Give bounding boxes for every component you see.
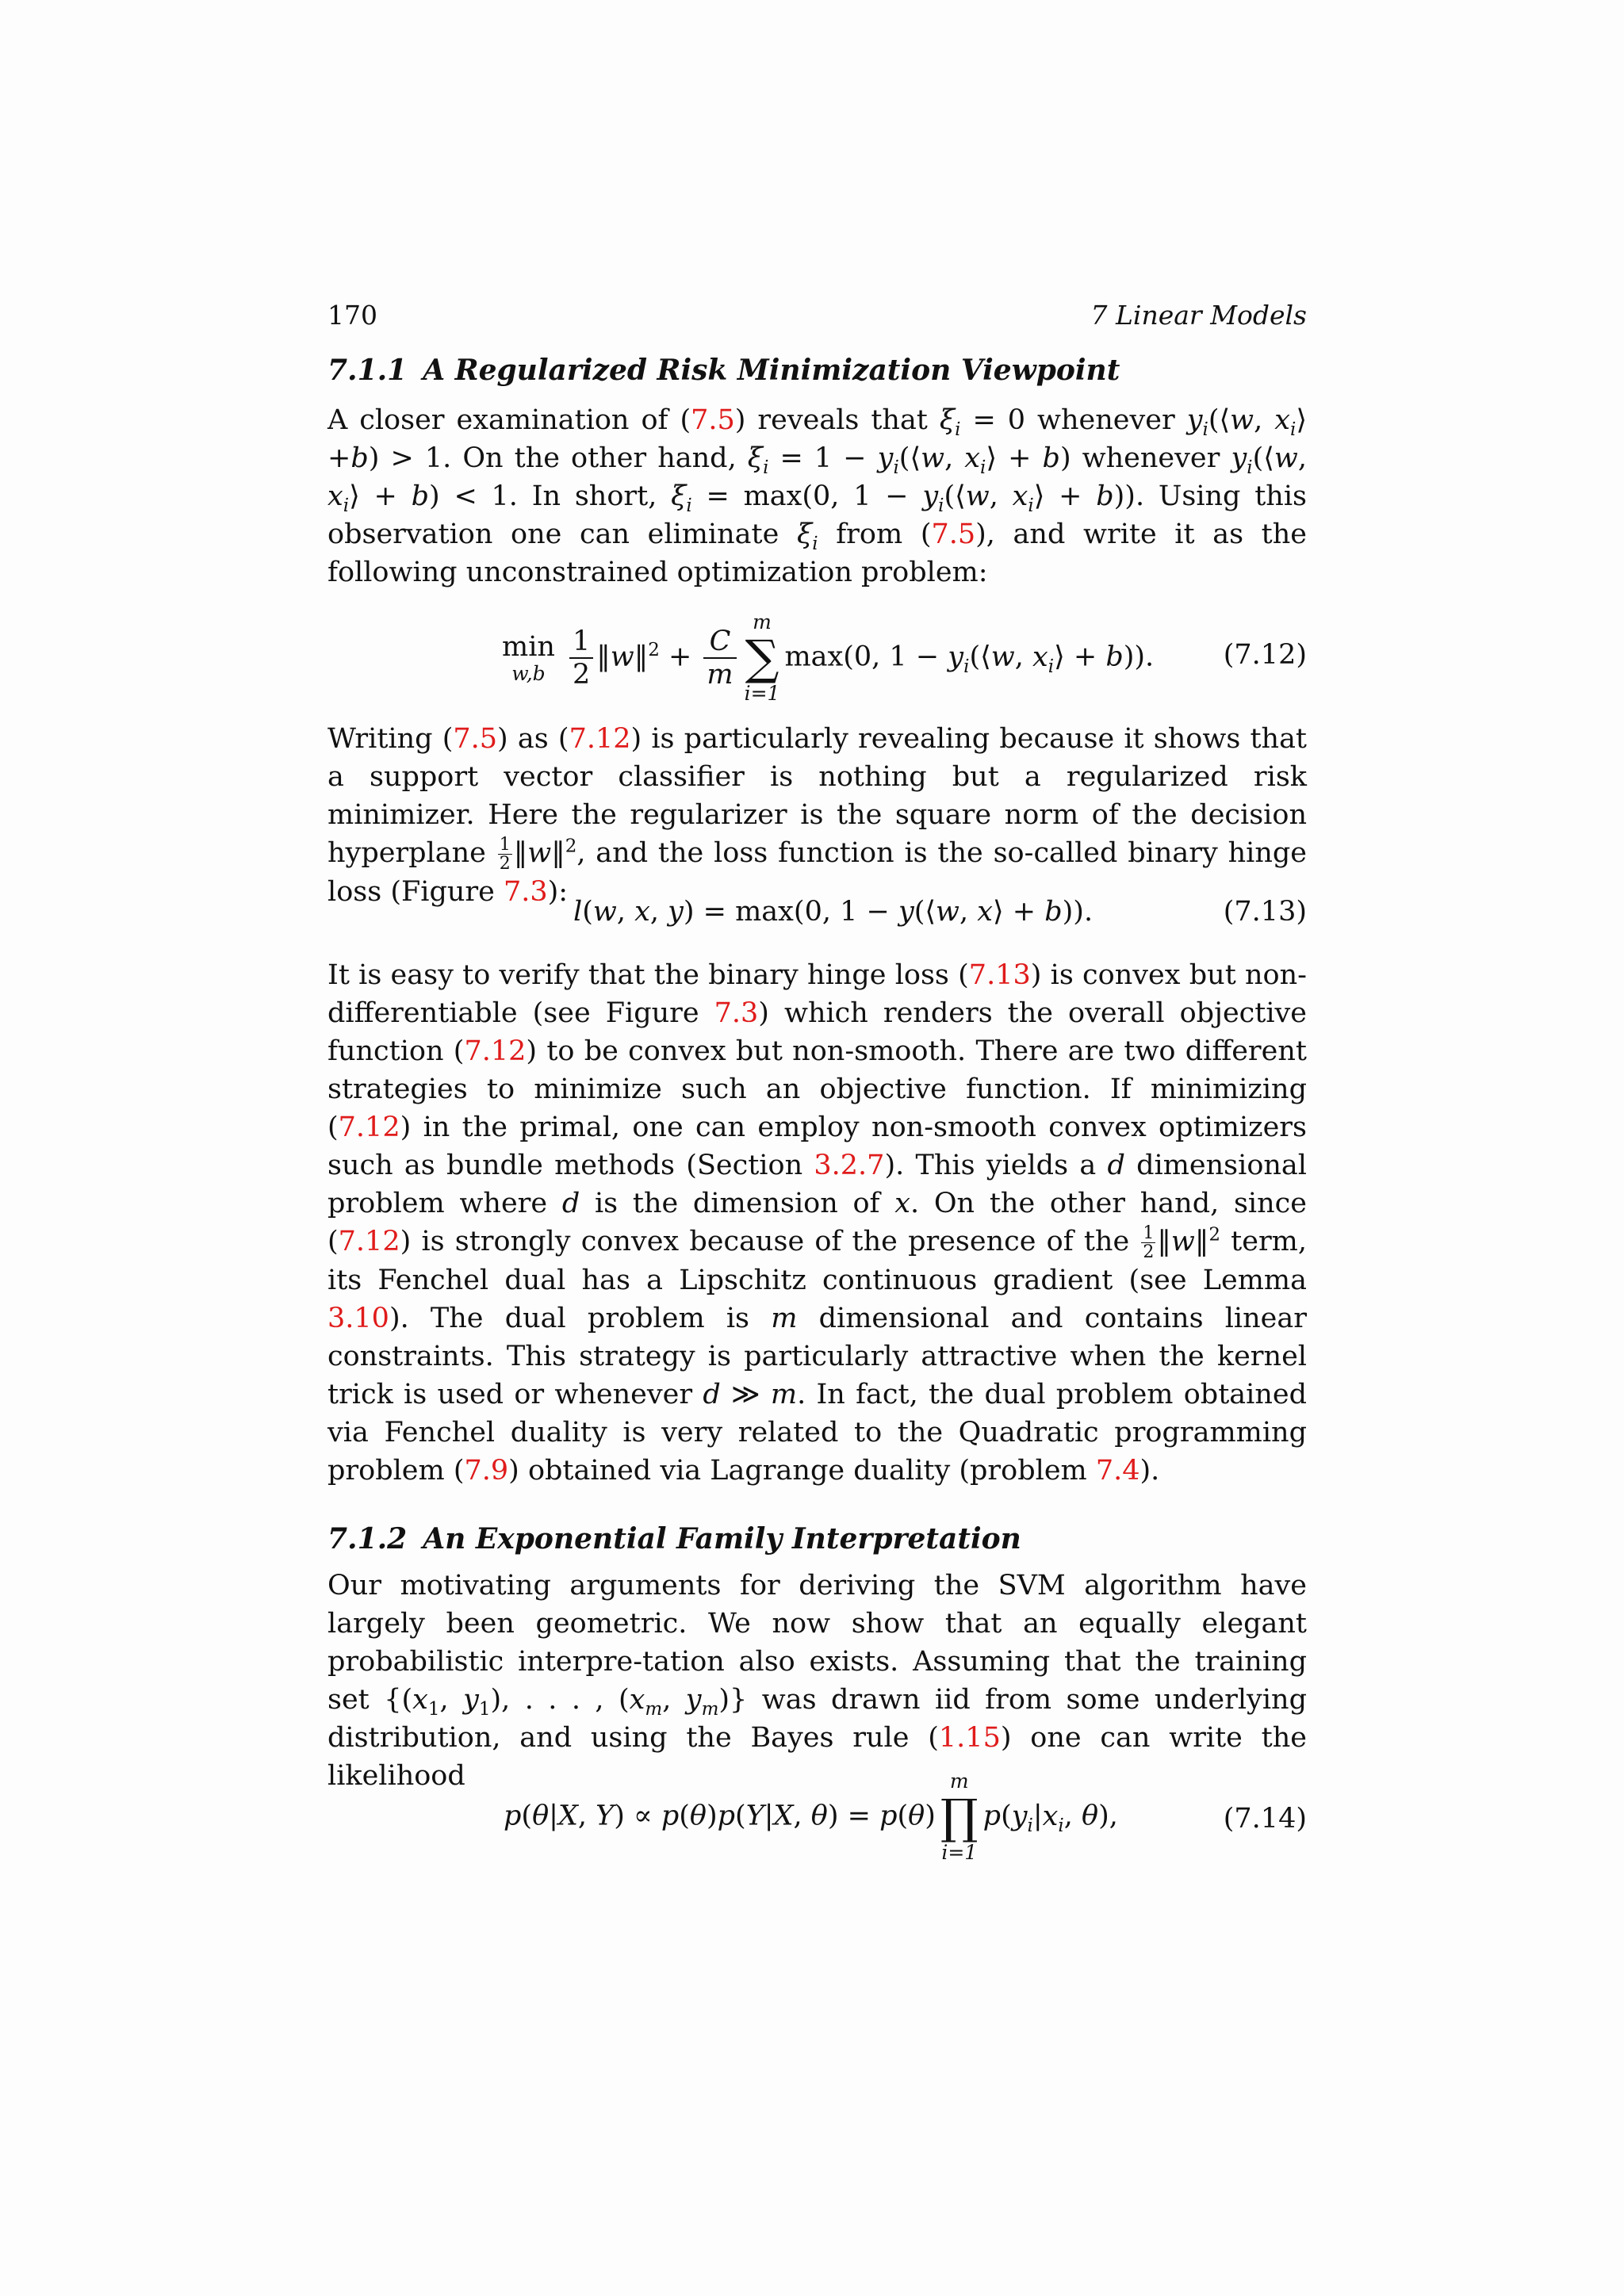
equation-number: (7.14)	[1223, 1803, 1307, 1835]
product-symbol: m ∏ i=1	[940, 1770, 979, 1864]
equation-ref[interactable]: 1.15	[938, 1722, 1001, 1754]
equation-ref[interactable]: 7.12	[464, 1035, 527, 1067]
equation-number: (7.13)	[1223, 896, 1307, 928]
equation-7-14: p(θ|X, Y) ∝ p(θ)p(Y|X, θ) = p(θ) m ∏ i=1 $p(y_i|x_i$, θ), (7.14)	[504, 1770, 1307, 1864]
paragraph-4: Our motivating arguments for deriving the SVM algorithm have largely been geometric. We now show that an equally elegant probabilistic interpre-tation also exists. Assuming that the training set {($x_1$, $y_1$), . . . , ($x_m$, $y_m$)} was drawn iid from some underlying distribution, and using the Bayes rule (1.15) one can write the likelihood	[327, 1570, 1307, 1792]
paragraph-3: It is easy to verify that the binary hinge loss (7.13) is convex but non-differentiable (see Figure 7.3) which renders the overall objective function (7.12) to be convex but non-smooth. There are two different strategies to minimize such an objective function. If minimizing (7.12) in the primal, one can employ non-smooth convex optimizers such as bundle methods (Section 3.2.7). This yields a d dimensional problem where d is the dimension of x. On the other hand, since (7.12) is strongly convex because of the presence of the $\frac{1}{2}$ ‖w‖$^2$ term, its Fenchel dual has a Lipschitz continuous gradient (see Lemma 3.10). The dual problem is m dimensional and contains linear constraints. This strategy is particularly attractive when the kernel trick is used or whenever d ≫ m. In fact, the dual problem obtained via Fenchel duality is very related to the Quadratic programming problem (7.9) obtained via Lagrange duality (problem 7.4).	[327, 959, 1308, 1487]
figure-ref[interactable]: 7.3	[714, 997, 759, 1029]
equation-ref[interactable]: 7.12	[338, 1226, 400, 1257]
running-head: 7 Linear Models	[1090, 300, 1307, 331]
figure-ref[interactable]: 7.3	[503, 876, 548, 909]
section-heading-7-1-1	[327, 354, 1120, 387]
equation-ref[interactable]: 7.5	[453, 723, 498, 755]
equation-ref[interactable]: 7.12	[569, 723, 631, 755]
paragraph-2: Writing (7.5) as (7.12) is particularly revealing because it shows that a support vector classifier is nothing but a regularized risk minimizer. Here the regularizer is the square norm of the decision hyperplane $\frac{1}{2}$ ‖w‖$^2$, and the loss function is the so-called binary hinge loss (Figure 7.3):	[327, 723, 1308, 909]
section-title: An Exponential Family Interpretation	[423, 1522, 1021, 1556]
equation-7-13: l(w, x, y) = max(0, 1 − y(⟨w, x⟩ + b)). (7.13)	[573, 896, 1307, 928]
equation-7-12: min w,b $\frac{1}{2}$ ‖w‖$^2$ + $\frac{C}{m}$ m ∑ i=1 max(0, $1 - y_i(⟨w$, $x_i⟩ + b$)). (7.12)	[502, 610, 1307, 705]
problem-ref[interactable]: 7.4	[1095, 1455, 1140, 1487]
lemma-ref[interactable]: 3.10	[327, 1303, 389, 1335]
paragraph-1: A closer examination of (7.5) reveals that $\xi_i = 0$ whenever $y_i(⟨w$, $x_i⟩+b) > 1$. On the other hand, $\xi_i = 1$ − $y_i(⟨w$, $x_i⟩ + b$) whenever $y_i(⟨w$, $x_i⟩ + b) < 1$. In short, $\xi_i = \max(0$, $1 - y_i(⟨w$, $x_i⟩ + b$)). Using this observation one can eliminate $\xi_i$ from (7.5), and write it as the following unconstrained optimization problem:	[327, 404, 1307, 588]
section-ref[interactable]: 3.2.7	[814, 1150, 885, 1181]
equation-ref[interactable]: 7.9	[464, 1455, 509, 1487]
equation-ref[interactable]: 7.13	[968, 959, 1031, 991]
section-number: 7.1.2	[327, 1522, 408, 1556]
equation-ref[interactable]: 7.5	[691, 404, 735, 436]
sum-symbol: m ∑ i=1	[744, 610, 780, 705]
equation-ref[interactable]: 7.12	[338, 1112, 400, 1143]
min-operator: min w,b	[502, 631, 555, 685]
equation-ref[interactable]: 7.5	[931, 519, 976, 550]
section-title: A Regularized Risk Minimization Viewpoint	[423, 354, 1120, 387]
equation-number: (7.12)	[1223, 639, 1307, 671]
page-number: 170	[327, 300, 377, 331]
section-number: 7.1.1	[327, 354, 408, 387]
section-heading-7-1-2	[327, 1522, 1021, 1556]
page-header	[327, 300, 1307, 335]
